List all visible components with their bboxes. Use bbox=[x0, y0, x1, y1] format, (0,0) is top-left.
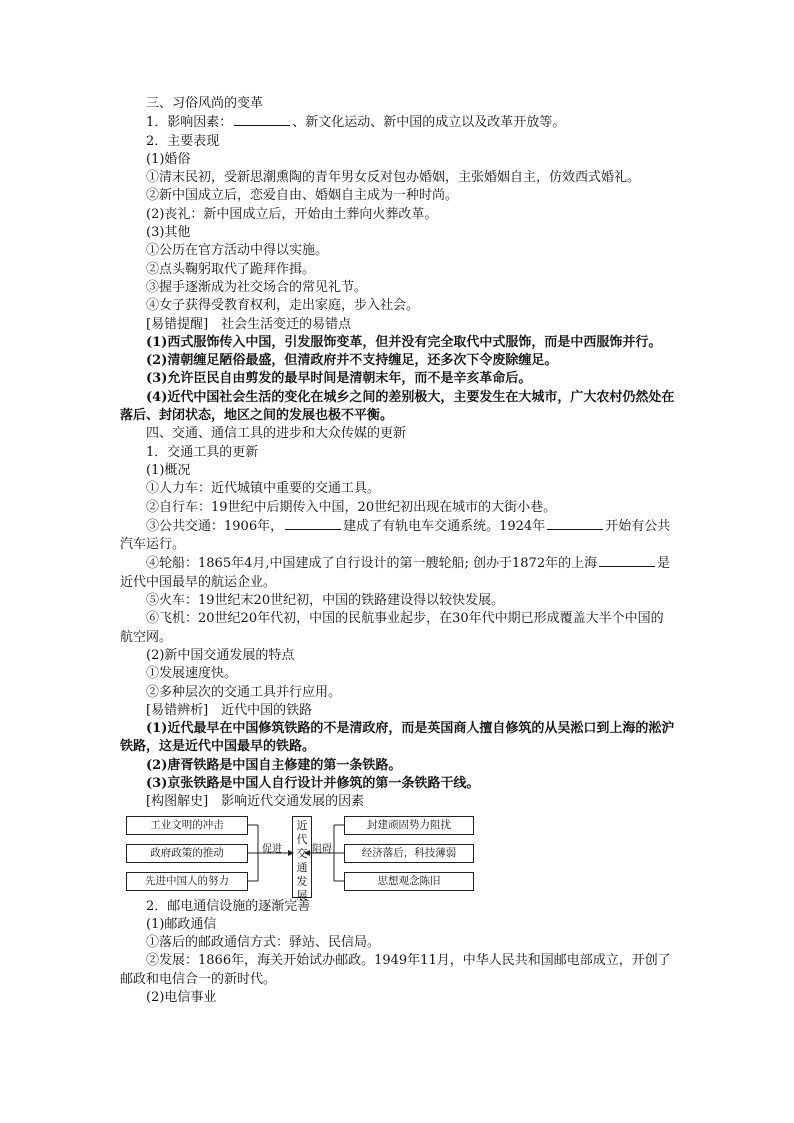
factor-economic-backward: 经济落后，科技薄弱 bbox=[344, 844, 474, 863]
factor-government-policy: 政府政策的推动 bbox=[126, 844, 248, 863]
text-line: [易错辨析] 近代中国的铁路 bbox=[146, 702, 313, 718]
ship-line-text-1: ④轮船：1865年4月,中国建成了自行设计的第一艘轮船; 创办于1872年的上海 bbox=[146, 556, 598, 572]
text-line: 2．邮电通信设施的逐渐完善 bbox=[146, 898, 311, 914]
center-char: 通 bbox=[296, 860, 308, 874]
text-line: (2)清朝缠足陋俗最盛，但清政府并不支持缠足，还多次下令废除缠足。 bbox=[146, 353, 558, 369]
text-line: (2)电信事业 bbox=[146, 990, 217, 1006]
label-promote: 促进 bbox=[262, 843, 282, 855]
text-line: 1．交通工具的更新 bbox=[146, 444, 259, 460]
text-line: (1)西式服饰传入中国，引发服饰变革，但并没有完全取代中式服饰，而是中西服饰并行。 bbox=[146, 334, 662, 350]
factor-industrial-civilization: 工业文明的冲击 bbox=[126, 816, 248, 835]
center-char: 交 bbox=[296, 846, 308, 860]
text-line: (3)京张铁路是中国人自行设计并修筑的第一条铁路干线。 bbox=[146, 775, 480, 791]
text-line: ②多种层次的交通工具并行应用。 bbox=[146, 684, 342, 700]
text-line: ②发展：1866年，海关开始试办邮政。1949年11月，中华人民共和国邮电部成立，开创了邮政和电信合一的新时代。 bbox=[120, 953, 671, 987]
text-line: (3)其他 bbox=[146, 225, 191, 241]
fill-blank-1924 bbox=[547, 517, 603, 530]
factor-old-ideas: 思想观念陈旧 bbox=[344, 872, 474, 891]
text-line: ②自行车：19世纪中后期传入中国，20世纪初出现在城市的大街小巷。 bbox=[146, 499, 557, 515]
ship-line-text-2: 是近代中国最早的航运企业。 bbox=[120, 556, 671, 590]
ship-line bbox=[120, 554, 676, 592]
center-char: 近 bbox=[296, 818, 308, 832]
text-line: ①人力车：近代城镇中重要的交通工具。 bbox=[146, 481, 381, 497]
public-transport-line bbox=[120, 517, 676, 555]
fill-blank-shipping bbox=[599, 554, 655, 567]
text-line: (1)婚俗 bbox=[146, 151, 191, 167]
text-line: (1)概况 bbox=[146, 462, 191, 478]
text-line: ①落后的邮政通信方式：驿站、民信局。 bbox=[146, 935, 381, 951]
center-char: 展 bbox=[296, 888, 308, 902]
bus-line-text-1: ③公共交通：1906年， bbox=[146, 518, 284, 534]
text-line: ⑤火车：19世纪末20世纪初，中国的铁路建设得以较快发展。 bbox=[146, 593, 505, 609]
factor-feudal-forces: 封建顽固势力阻扰 bbox=[344, 816, 474, 835]
text-line: ⑥飞机：20世纪20年代初，中国的民航事业起步，在30年代中期已形成覆盖大半个中国的航空网。 bbox=[120, 611, 664, 645]
text-line: 四、交通、通信工具的进步和大众传媒的更新 bbox=[146, 426, 407, 442]
text-line bbox=[120, 113, 676, 132]
text-line: 三、习俗风尚的变革 bbox=[146, 96, 264, 111]
label-hinder: 阻碍 bbox=[312, 843, 332, 855]
center-char: 发 bbox=[296, 874, 308, 888]
text-line: (4)近代中国社会生活的变化在城乡之间的差别极大，主要发生在大城市，广大农村仍然处在落后、封闭状态，地区之间的发展也极不平衡。 bbox=[120, 389, 675, 424]
factor-advanced-chinese: 先进中国人的努力 bbox=[126, 872, 248, 891]
text-line: [构图解史] 影响近代交通发展的因素 bbox=[146, 794, 365, 810]
text-line: (1)近代最早在中国修筑铁路的不是清政府，而是英国商人擅自修筑的从吴淞口到上海的淞沪铁路，这是近代中国最早的铁路。 bbox=[120, 721, 675, 755]
text-line: ②新中国成立后，恋爱自由、婚姻自主成为一种时尚。 bbox=[146, 188, 459, 204]
bus-line-text-3: 开始有公共汽车运行。 bbox=[120, 518, 671, 553]
text-line: ④女子获得受教育权利，走出家庭，步入社会。 bbox=[146, 298, 420, 314]
text-line: (2)丧礼：新中国成立后，开始由土葬向火葬改革。 bbox=[146, 206, 438, 222]
fill-blank-1906 bbox=[285, 517, 341, 530]
text-line: ②点头鞠躬取代了跪拜作揖。 bbox=[146, 261, 316, 277]
center-label bbox=[293, 819, 311, 903]
text-line: (2)唐胥铁路是中国自主修建的第一条铁路。 bbox=[146, 757, 402, 773]
section-customs bbox=[120, 95, 676, 517]
text-line: 2．主要表现 bbox=[146, 133, 220, 149]
line-text: 、新文化运动、新中国的成立以及改革开放等。 bbox=[292, 115, 566, 131]
factors-diagram bbox=[120, 814, 676, 902]
text-line: ③握手逐渐成为社交场合的常见礼节。 bbox=[146, 279, 368, 295]
text-line: ①清末民初，受新思潮熏陶的青年男女反对包办婚姻，主张婚姻自主，仿效西式婚礼。 bbox=[146, 170, 641, 186]
section-transport-misc bbox=[120, 592, 676, 812]
text-line: [易错提醒] 社会生活变迁的易错点 bbox=[146, 316, 352, 332]
text-line: ①发展速度快。 bbox=[146, 666, 238, 682]
text-line: ①公历在官方活动中得以实施。 bbox=[146, 243, 329, 259]
line-text: 1．影响因素： bbox=[146, 115, 233, 131]
bus-line-text-2: 建成了有轨电车交通系统。1924年 bbox=[343, 518, 546, 534]
section-postal bbox=[120, 898, 676, 1008]
center-char: 代 bbox=[296, 832, 308, 846]
document-content bbox=[120, 95, 676, 1007]
text-line: (2)新中国交通发展的特点 bbox=[146, 647, 295, 663]
center-modern-transport bbox=[292, 816, 312, 902]
text-line: (1)邮政通信 bbox=[146, 916, 217, 932]
fill-blank bbox=[234, 113, 290, 126]
text-line: (3)允许臣民自由剪发的最早时间是清朝末年，而不是辛亥革命后。 bbox=[146, 371, 532, 387]
